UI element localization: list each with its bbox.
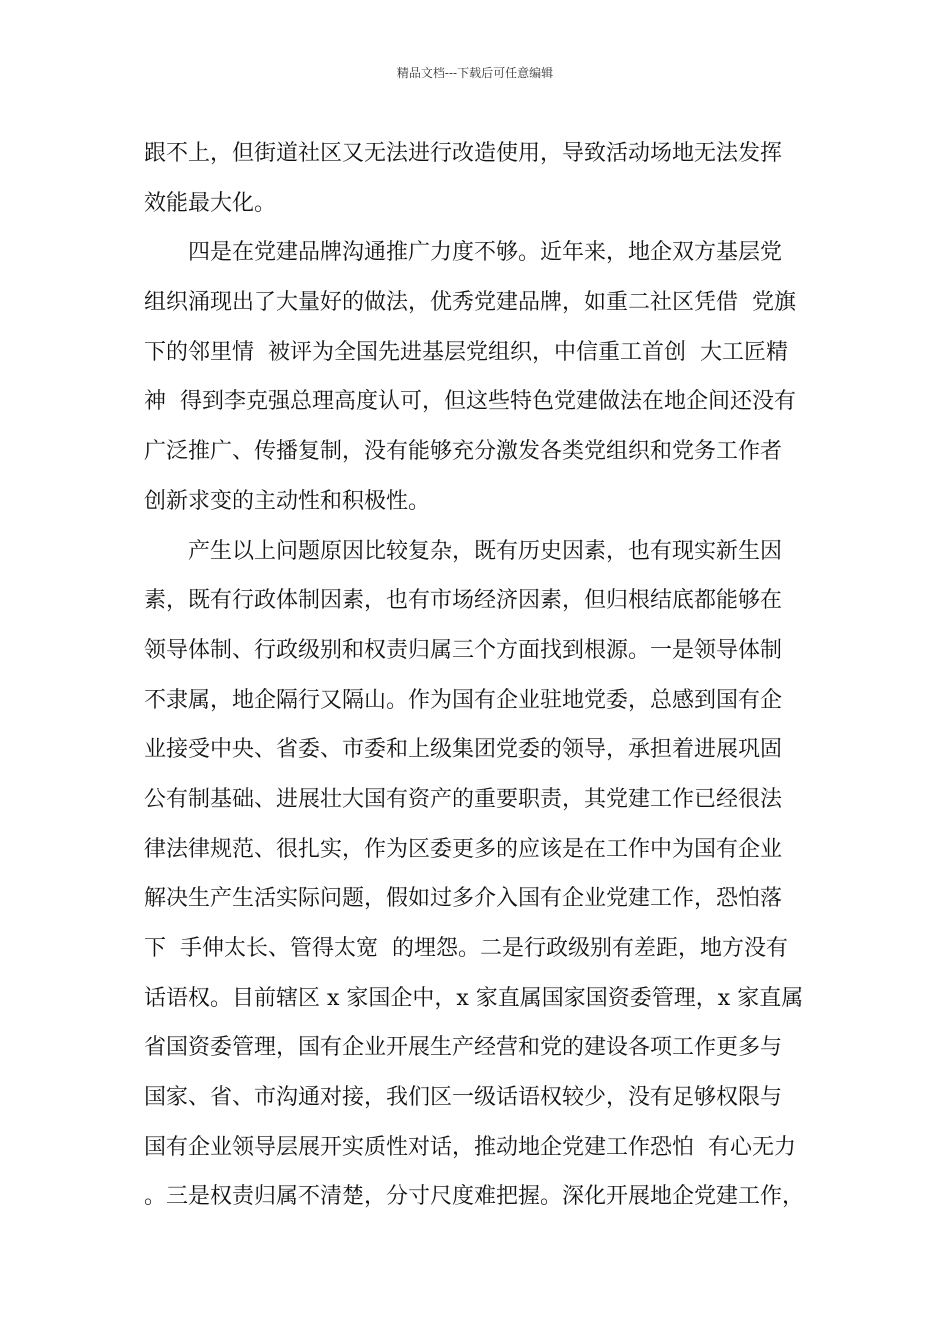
text-line: 创新求变的主动性和积极性。 [144, 488, 431, 514]
text-line: 四是在党建品牌沟通推广力度不够。近年来，地企双方基层党 [144, 240, 783, 266]
text-line: 话语权。目前辖区 x 家国企中，x 家直属国家国资委管理，x 家直属 [144, 985, 804, 1011]
text-line: 下的邻里情 被评为全国先进基层党组织，中信重工首创 大工匠精 [144, 339, 788, 365]
text-line: 组织涌现出了大量好的做法，优秀党建品牌，如重二社区凭借 党旗 [144, 290, 796, 316]
text-line: 国有企业领导层展开实质性对话，推动地企党建工作恐怕 有心无力 [144, 1134, 796, 1160]
text-line: 国家、省、市沟通对接，我们区一级话语权较少，没有足够权限与 [144, 1085, 783, 1111]
text-line: 业接受中央、省委、市委和上级集团党委的领导，承担着进展巩固 [144, 737, 783, 763]
text-line: 领导体制、行政级别和权责归属三个方面找到根源。一是领导体制 [144, 637, 783, 663]
text-line: 效能最大化。 [144, 190, 277, 216]
text-line: 律法律规范、很扎实，作为区委更多的应该是在工作中为国有企业 [144, 836, 783, 862]
page-header: 精品文档---下载后可任意编辑 [396, 66, 554, 80]
text-line: 。三是权责归属不清楚，分寸尺度难把握。深化开展地企党建工作， [144, 1184, 805, 1210]
text-line: 不隶属，地企隔行又隔山。作为国有企业驻地党委，总感到国有企 [144, 687, 783, 713]
text-line: 素，既有行政体制因素，也有市场经济因素，但归根结底都能够在 [144, 588, 783, 614]
text-line: 解决生产生活实际问题，假如过多介入国有企业党建工作，恐怕落 [144, 886, 783, 912]
text-line: 产生以上问题原因比较复杂，既有历史因素，也有现实新生因 [144, 538, 783, 564]
text-line: 神 得到李克强总理高度认可，但这些特色党建做法在地企间还没有 [144, 389, 796, 415]
text-line: 公有制基础、进展壮大国有资产的重要职责，其党建工作已经很法 [144, 786, 783, 812]
text-line: 跟不上，但街道社区又无法进行改造使用，导致活动场地无法发挥 [144, 141, 783, 166]
document-body [144, 129, 812, 1222]
text-line: 省国资委管理，国有企业开展生产经营和党的建设各项工作更多与 [144, 1035, 783, 1061]
text-line: 下 手伸太长、管得太宽 的埋怨。二是行政级别有差距，地方没有 [144, 936, 788, 961]
text-line: 广泛推广、传播复制，没有能够充分激发各类党组织和党务工作者 [144, 439, 783, 465]
